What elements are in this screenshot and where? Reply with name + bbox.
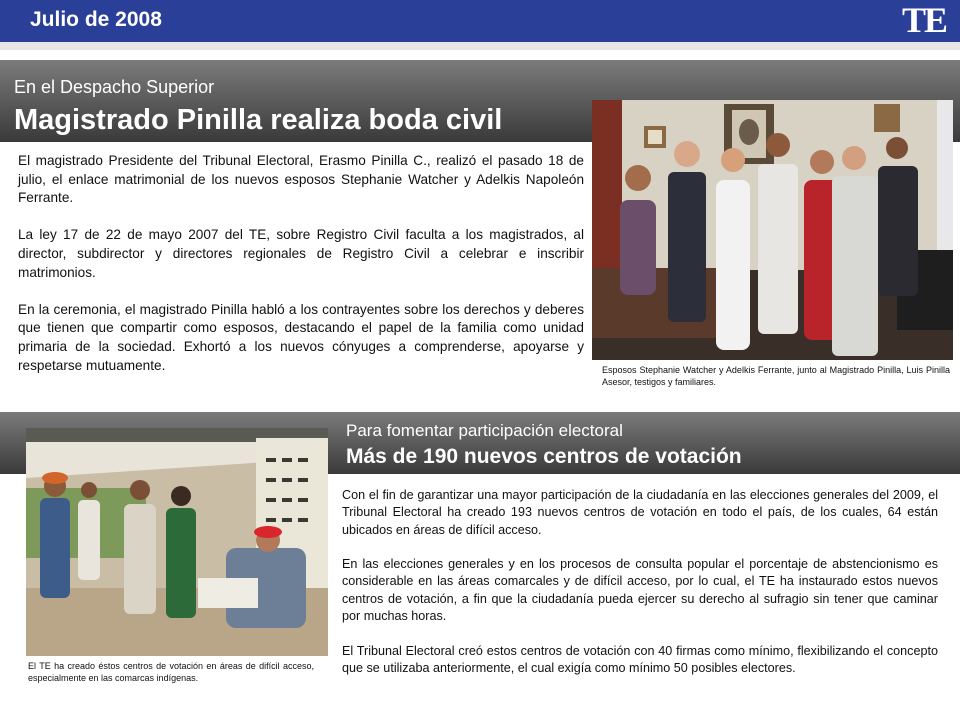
story2-headline: Más de 190 nuevos centros de votación (346, 445, 742, 468)
story1-paragraph: El magistrado Presidente del Tribunal Electoral, Erasmo Pinilla C., realizó el pasado 18 de julio, el enlace matrimonial de los nuevos esposos Stephanie Watcher y Adelkis Napoleón Ferrante. (18, 153, 584, 206)
story1-kicker: En el Despacho Superior (14, 77, 215, 97)
story1-body (18, 152, 584, 394)
story2-paragraph: El Tribunal Electoral creó estos centros de votación con 40 firmas como mínimo, flexibilizando el concepto que se utilizaba anteriormente, el cual exigía como mínimo 50 posibles electores. (342, 643, 938, 675)
story2-paragraph: En las elecciones generales y en los procesos de consulta popular el porcentaje de abstencionismo es considerable en las áreas comarcales y de difícil acceso, por lo cual, el TE ha instaurado estos nuevos centros de votación, a fin que la ciudadanía pueda ejercer su derecho al sufragio sin tener que caminar por muchas horas. (342, 557, 938, 624)
story2-body (342, 487, 938, 695)
header-bar (0, 0, 960, 42)
issue-date: Julio de 2008 (30, 8, 162, 31)
story2-kicker: Para fomentar participación electoral (346, 421, 623, 440)
wedding-photo-caption: Esposos Stephanie Watcher y Adelkis Ferrante, junto al Magistrado Pinilla, Luis Pinilla Asesor, testigos y familiares. (602, 365, 950, 387)
story2-paragraph: Con el fin de garantizar una mayor participación de la ciudadanía en las elecciones generales del 2009, el Tribunal Electoral ha creado 193 nuevos centros de votación en todo el país, de los cuales, 64 están ubicados en áreas de difícil acceso. (342, 488, 938, 537)
voting-center-photo-illustration (26, 428, 328, 656)
story1-headline: Magistrado Pinilla realiza boda civil (14, 104, 503, 136)
voting-photo-caption: El TE ha creado éstos centros de votación en áreas de difícil acceso, especialmente en las comarcas indígenas. (28, 661, 314, 683)
voting-center-photo (26, 428, 328, 656)
story1-paragraph: En la ceremonia, el magistrado Pinilla habló a los contrayentes sobre los derechos y deberes que tienen que compartir como esposos, destacando el papel de la familia como unidad primaria de la sociedad. Exhortó a los nuevos cónyuges a comprenderse, apoyarse y respetarse mutuamente. (18, 301, 584, 373)
te-logo: TE (901, 0, 946, 40)
wedding-photo (592, 100, 953, 360)
header-divider (0, 42, 960, 50)
wedding-photo-illustration (592, 100, 953, 360)
story1-paragraph: La ley 17 de 22 de mayo 2007 del TE, sobre Registro Civil faculta a los magistrados, al director, subdirector y directores regionales de Registro Civil a celebrar e inscribir matrimonios. (18, 227, 584, 280)
